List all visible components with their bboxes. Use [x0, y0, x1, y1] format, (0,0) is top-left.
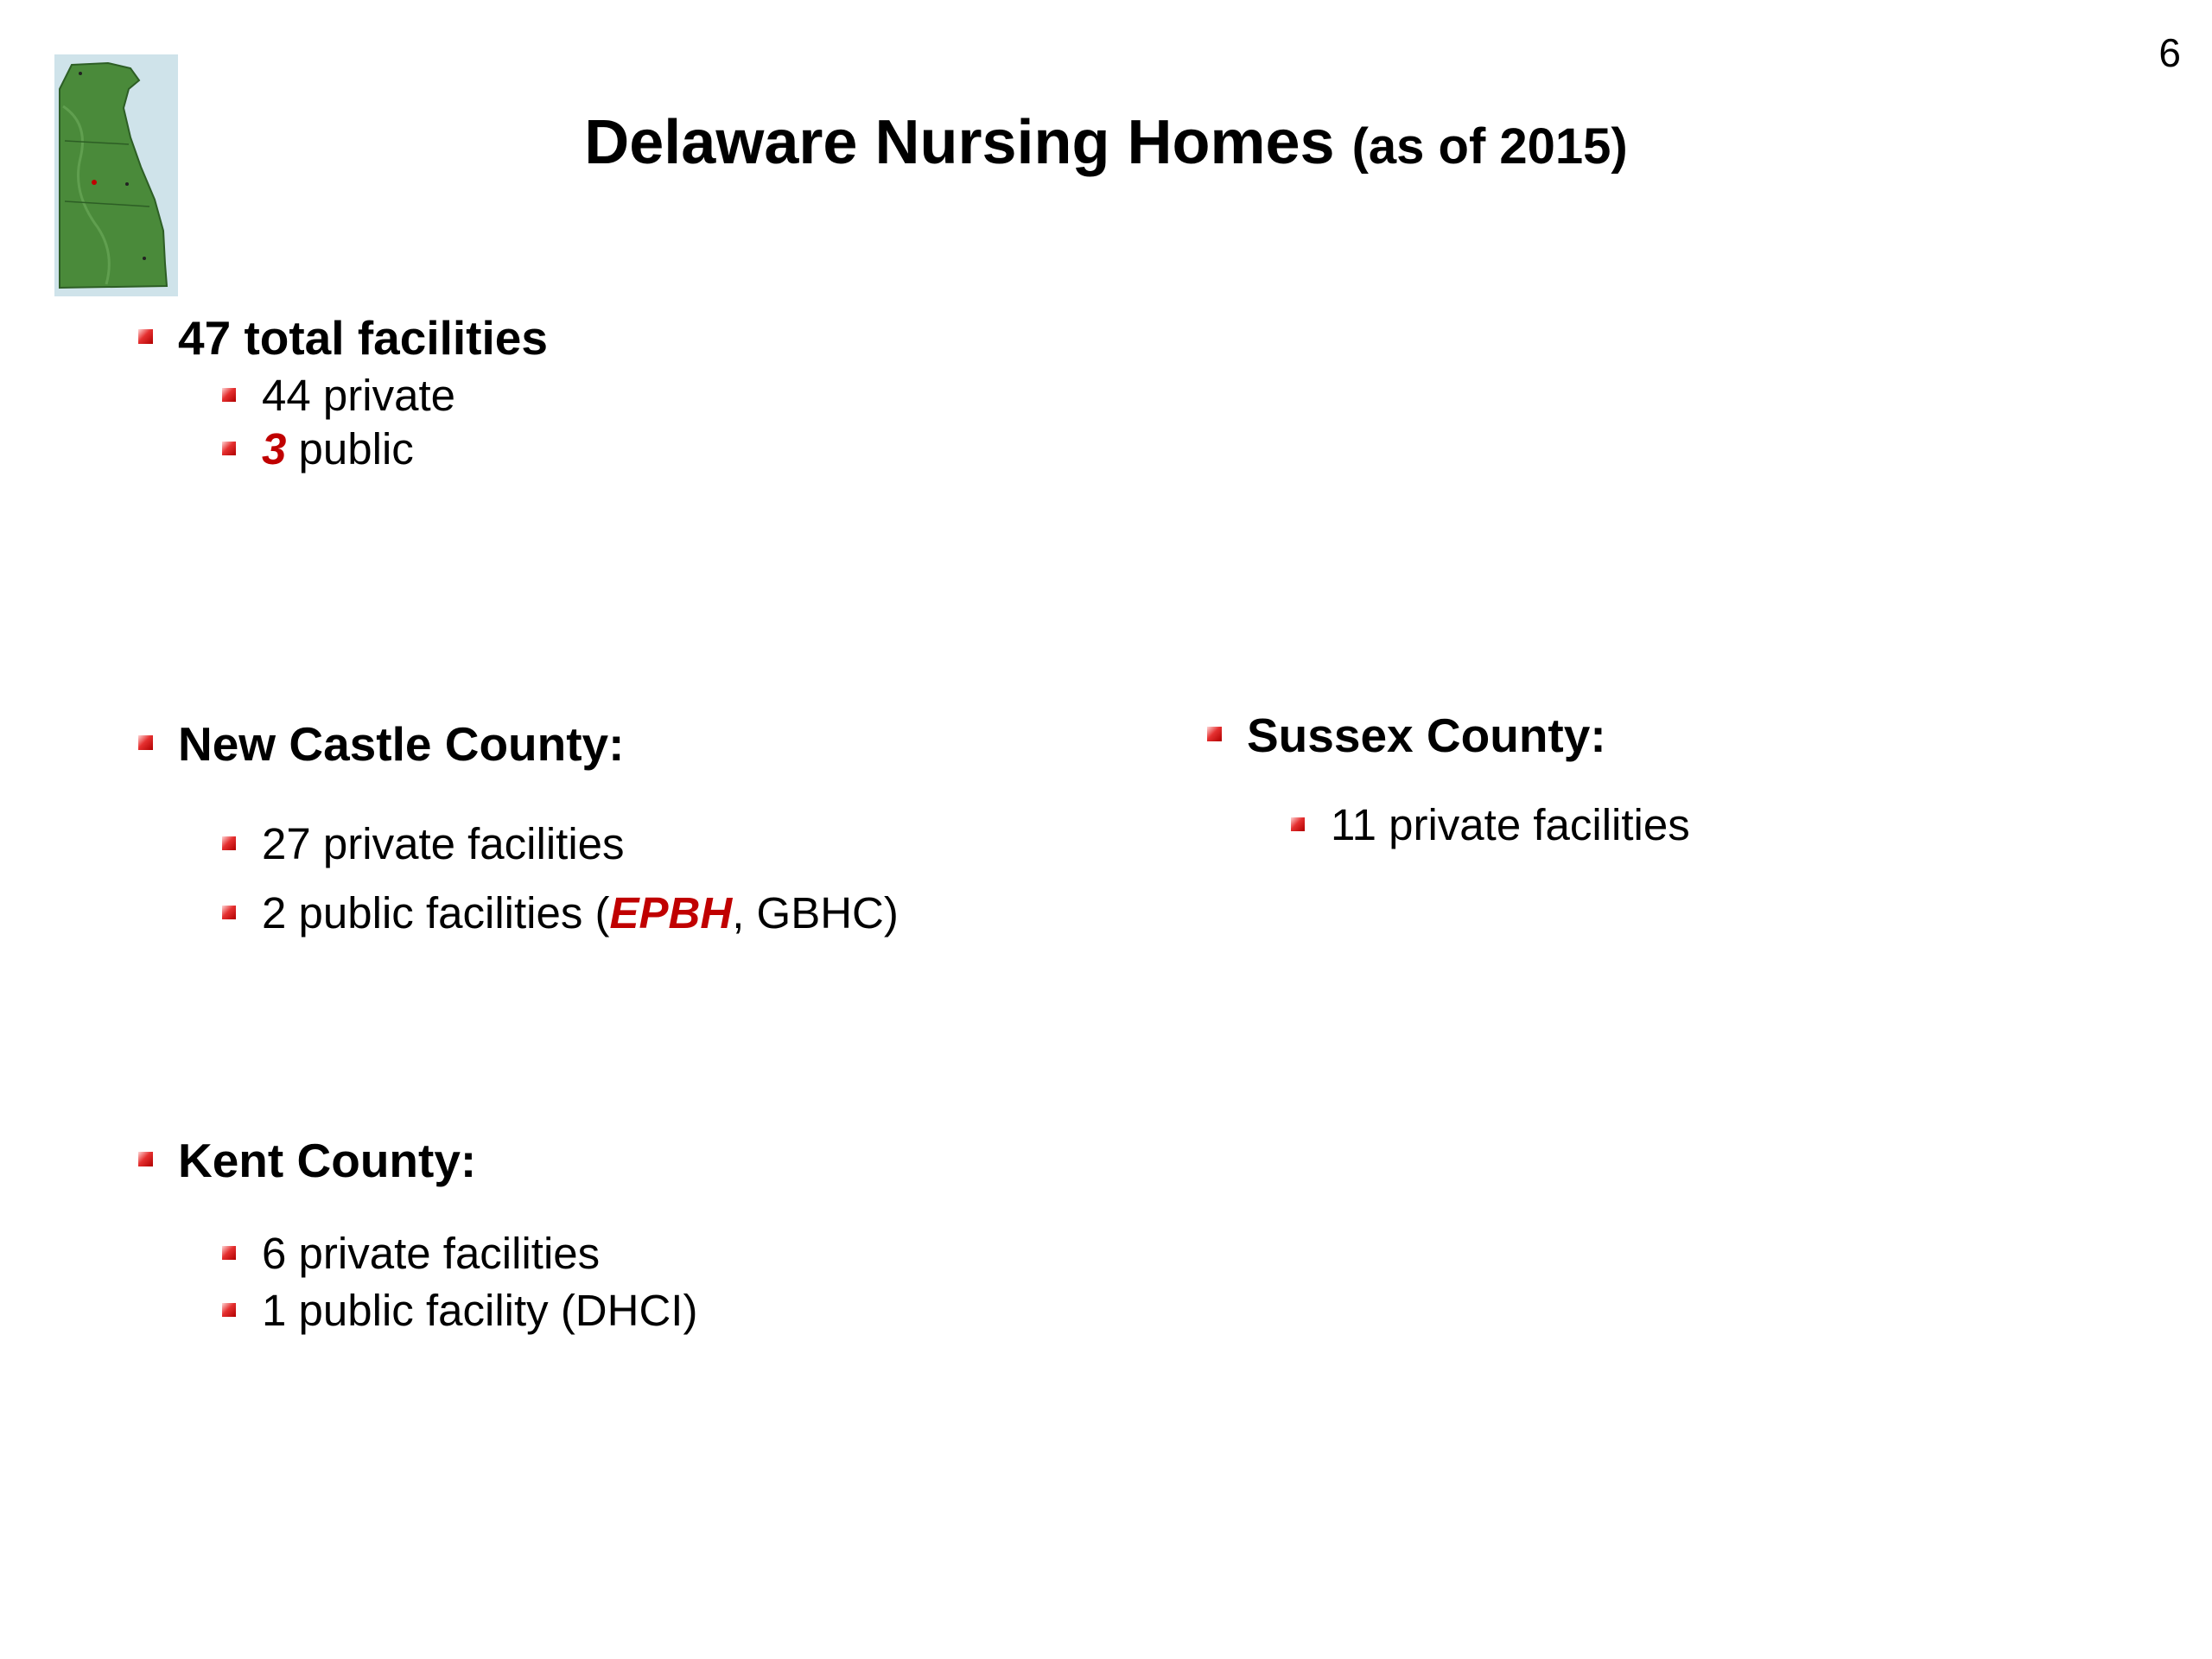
- bullet-icon: [222, 442, 236, 455]
- total-facilities-item: [138, 309, 548, 366]
- new-castle-item: [138, 715, 899, 772]
- new-castle-private-item: [222, 817, 899, 871]
- bullet-icon: [222, 906, 236, 919]
- kent-public-item: [222, 1284, 697, 1338]
- kent-public-text: 1 public facility (DHCI): [262, 1286, 698, 1335]
- kent-private-text: 6 private facilities: [262, 1229, 601, 1278]
- slide-title: [0, 107, 2212, 178]
- new-castle-public-suffix: , GBHC): [732, 888, 899, 938]
- slide-number: 6: [2158, 30, 2181, 75]
- bullet-icon: [222, 388, 236, 402]
- total-public-count: 3: [262, 424, 287, 474]
- bullet-icon: [1207, 727, 1222, 741]
- bullet-icon: [138, 329, 153, 344]
- kent-heading: Kent County:: [178, 1134, 477, 1187]
- new-castle-public-highlight: EPBH: [609, 888, 733, 938]
- kent-item: [138, 1132, 697, 1189]
- total-private-item: [222, 369, 548, 423]
- sussex-heading: Sussex County:: [1247, 709, 1606, 762]
- bullet-icon: [222, 1303, 236, 1317]
- new-castle-heading: New Castle County:: [178, 717, 625, 771]
- bullet-icon: [138, 1152, 153, 1166]
- bullet-icon: [138, 735, 153, 750]
- title-main: Delaware Nursing Homes: [584, 108, 1335, 177]
- total-private-text: 44 private: [262, 371, 455, 420]
- title-date: (as of 2015): [1351, 118, 1628, 175]
- sussex-item: [1207, 707, 1690, 764]
- total-facilities-heading: 47 total facilities: [178, 311, 548, 365]
- sussex-private-text: 11 private facilities: [1331, 800, 1690, 849]
- new-castle-public-item: [222, 887, 899, 940]
- sussex-section: [1207, 707, 1690, 852]
- kent-private-item: [222, 1227, 697, 1281]
- total-public-item: [222, 423, 548, 476]
- sussex-private-item: [1291, 798, 1690, 852]
- new-castle-private-text: 27 private facilities: [262, 819, 625, 868]
- bullet-icon: [1291, 817, 1305, 831]
- total-public-label: public: [286, 424, 414, 474]
- new-castle-public-prefix: 2 public facilities (: [262, 888, 610, 938]
- total-facilities-section: [138, 309, 548, 476]
- kent-section: [138, 1132, 697, 1338]
- bullet-icon: [222, 836, 236, 850]
- bullet-icon: [222, 1246, 236, 1260]
- new-castle-section: [138, 715, 899, 940]
